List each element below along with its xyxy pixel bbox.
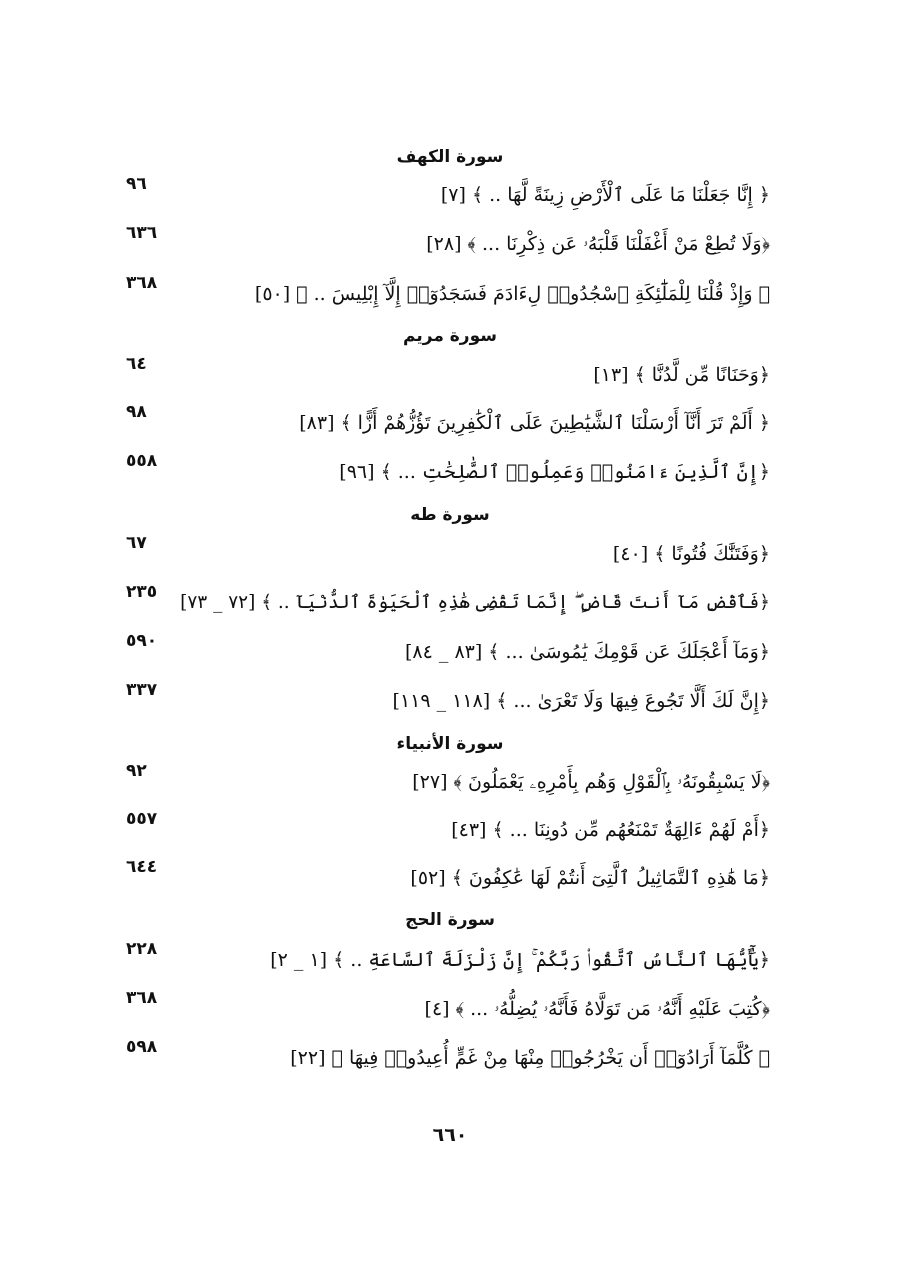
verse-text: ﴿ إِنَّا جَعَلْنَا مَا عَلَى ٱلْأَرْضِ زِينَةً لَّهَا .. ﴾ [٧] (440, 184, 770, 206)
index-entry (120, 533, 770, 573)
index-entry (120, 582, 770, 622)
index-entry (120, 939, 770, 979)
page-number: ٦٦٠ (432, 1124, 468, 1146)
verse-text: ﴿مَا هَٰذِهِ ٱلتَّمَاثِيلُ ٱلَّتِىٓ أَنتُمْ لَهَا عَٰكِفُونَ ﴾ [٥٢] (410, 867, 770, 889)
verse-text: ﴿لَا يَسْبِقُونَهُۥ بِٱلْقَوْلِ وَهُم بِأَمْرِهِۦ يَعْمَلُونَ ﴾ [٢٧] (412, 771, 770, 793)
verse-text: ﴿ أَلَمْ تَرَ أَنَّآ أَرْسَلْنَا ٱلشَّيَٰطِينَ عَلَى ٱلْكَٰفِرِينَ تَؤُزُّهُمْ أَزًّا ﴾ [٨٣] (299, 412, 770, 434)
index-entry (120, 273, 770, 313)
index-entry (120, 988, 770, 1028)
page-reference: ٩٢ (126, 761, 147, 781)
index-entry (120, 223, 770, 263)
index-entry (120, 451, 770, 491)
surah-heading-anbiya: سورة الأنبياء (396, 734, 504, 754)
index-entry (120, 761, 770, 801)
verse-text: ﴿إِنَّ ٱلَّذِينَ ءَامَنُوا۟ وَعَمِلُوا۟ ٱلصَّٰلِحَٰتِ ... ﴾ [٩٦] (339, 461, 770, 483)
page-reference: ٣٦٨ (126, 988, 158, 1008)
index-entry (120, 857, 770, 897)
surah-heading-hajj: سورة الحج (405, 910, 495, 930)
verse-text: ﴿وَمَآ أَعْجَلَكَ عَن قَوْمِكَ يَٰمُوسَىٰ ... ﴾ [٨٣ _ ٨٤] (405, 641, 770, 663)
index-entry (120, 174, 770, 214)
index-entry (120, 354, 770, 394)
verse-text: ﴿فَٱقْضِ مَآ أَنتَ قَاضٍ ۖ إِنَّمَا تَقْضِى هَٰذِهِ ٱلْحَيَوٰةَ ٱلدُّنْيَآ .. ﴾ [٧٢ _ ٧٣] (180, 592, 770, 613)
index-entry (120, 1037, 770, 1077)
verse-text: ﴿ كُلَّمَآ أَرَادُوٓا۟ أَن يَخْرُجُوا۟ مِنْهَا مِنْ غَمٍّ أُعِيدُوا۟ فِيهَا ﴾ [٢٢] (290, 1047, 770, 1069)
page-reference: ٣٣٧ (126, 680, 158, 700)
index-entry (120, 402, 770, 442)
page-reference: ٥٩٨ (126, 1037, 158, 1057)
verse-text: ﴿ وَإِذْ قُلْنَا لِلْمَلَٰٓئِكَةِ ٱسْجُدُوا۟ لِءَادَمَ فَسَجَدُوٓا۟ إِلَّآ إِبْلِيسَ .. ﴾ [٥٠] (254, 283, 770, 305)
page-reference: ٣٦٨ (126, 273, 158, 293)
verse-text: ﴿أَمْ لَهُمْ ءَالِهَةٌ تَمْنَعُهُم مِّن دُونِنَا ... ﴾ [٤٣] (451, 819, 770, 841)
verse-text: ﴿وَلَا تُطِعْ مَنْ أَغْفَلْنَا قَلْبَهُۥ عَن ذِكْرِنَا ... ﴾ [٢٨] (426, 233, 770, 255)
verse-text: ﴿إِنَّ لَكَ أَلَّا تَجُوعَ فِيهَا وَلَا تَعْرَىٰ ... ﴾ [١١٨ _ ١١٩] (392, 690, 770, 712)
page-reference: ٢٣٥ (126, 582, 158, 602)
page-reference: ٦٧ (126, 533, 147, 553)
page-reference: ٦٣٦ (126, 223, 158, 243)
page-reference: ٥٥٨ (126, 451, 158, 471)
page-reference: ٥٩٠ (126, 631, 158, 651)
page-reference: ٦٤ (126, 354, 147, 374)
surah-heading-taha: سورة طه (410, 505, 490, 525)
page-reference: ٥٥٧ (126, 809, 158, 829)
verse-text: ﴿كُتِبَ عَلَيْهِ أَنَّهُۥ مَن تَوَلَّاهُ فَأَنَّهُۥ يُضِلُّهُۥ ... ﴾ [٤] (424, 998, 770, 1020)
page-reference: ٢٢٨ (126, 939, 158, 959)
verse-text: ﴿يَٰٓأَيُّهَا ٱلنَّاسُ ٱتَّقُوا۟ رَبَّكُمْ ۚ إِنَّ زَلْزَلَةَ ٱلسَّاعَةِ .. ﴾ [١ _ ٢] (270, 949, 770, 971)
verse-text: ﴿وَفَتَنَّٰكَ فُتُونًا ﴾ [٤٠] (612, 543, 770, 565)
surah-heading-kahf: سورة الكهف (396, 147, 504, 167)
page-reference: ٦٤٤ (126, 857, 158, 877)
surah-heading-maryam: سورة مريم (403, 326, 497, 346)
index-entry (120, 809, 770, 849)
index-entry (120, 680, 770, 720)
index-entry (120, 631, 770, 671)
verse-text: ﴿وَحَنَانًا مِّن لَّدُنَّا ﴾ [١٣] (593, 364, 770, 386)
page-reference: ٩٨ (126, 402, 147, 422)
page-reference: ٩٦ (126, 174, 147, 194)
